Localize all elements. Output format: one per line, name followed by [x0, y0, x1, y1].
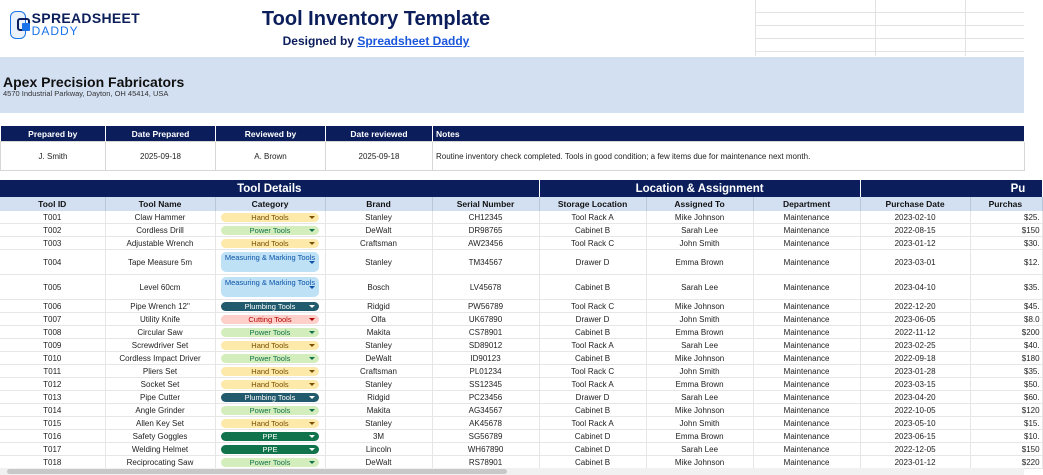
date-reviewed-cell[interactable]: 2025-09-18	[326, 142, 433, 171]
department-cell[interactable]: Maintenance	[753, 250, 860, 275]
category-label: Power Tools	[249, 353, 291, 363]
purchase-date-cell[interactable]: 2022-12-20	[860, 300, 970, 313]
dropdown-arrow-icon[interactable]	[309, 461, 315, 464]
purchase-date-cell[interactable]: 2023-01-28	[860, 365, 970, 378]
serial-number-cell[interactable]: AK45678	[432, 417, 539, 430]
category-cell[interactable]	[215, 237, 325, 250]
tool-name-cell[interactable]: Cordless Drill	[105, 224, 215, 237]
dropdown-arrow-icon[interactable]	[309, 242, 315, 245]
storage-location-cell[interactable]: Tool Rack A	[539, 211, 646, 224]
department-cell[interactable]: Maintenance	[753, 430, 860, 443]
category-cell[interactable]	[215, 250, 325, 275]
serial-number-cell[interactable]: DR98765	[432, 224, 539, 237]
tool-id-cell[interactable]: T011	[0, 365, 105, 378]
category-dropdown[interactable]	[221, 315, 319, 324]
category-dropdown[interactable]	[221, 367, 319, 376]
category-cell[interactable]	[215, 352, 325, 365]
table-row	[0, 365, 1042, 378]
category-cell[interactable]	[215, 313, 325, 326]
purchase-date-cell[interactable]: 2023-02-10	[860, 211, 970, 224]
brand-cell[interactable]: Ridgid	[325, 300, 432, 313]
category-label: Power Tools	[249, 225, 291, 235]
category-label: Power Tools	[249, 457, 291, 467]
department-cell[interactable]: Maintenance	[753, 365, 860, 378]
category-label: Hand Tools	[251, 340, 289, 350]
category-cell[interactable]	[215, 404, 325, 417]
purchase-date-cell[interactable]: 2022-11-12	[860, 326, 970, 339]
category-dropdown[interactable]	[221, 341, 319, 350]
category-cell[interactable]	[215, 339, 325, 352]
col-tool-name[interactable]: Tool Name	[105, 197, 215, 211]
tool-id-cell[interactable]: T017	[0, 443, 105, 456]
col-storage-location[interactable]: Storage Location	[539, 197, 646, 211]
company-address: 4570 Industrial Parkway, Dayton, OH 45414, USA	[3, 89, 169, 98]
purchase-price-cell[interactable]: $220	[970, 456, 1042, 469]
purchase-price-cell[interactable]: $150	[970, 443, 1042, 456]
department-cell[interactable]: Maintenance	[753, 404, 860, 417]
brand-cell[interactable]: Stanley	[325, 378, 432, 391]
dropdown-arrow-icon[interactable]	[309, 331, 315, 334]
purchase-price-cell[interactable]: $35.	[970, 275, 1042, 300]
company-banner	[0, 57, 1024, 113]
assigned-to-cell[interactable]: Mike Johnson	[646, 211, 753, 224]
prepared-by-header: Prepared by	[1, 126, 106, 142]
department-cell[interactable]: Maintenance	[753, 224, 860, 237]
tool-name-cell[interactable]: Cordless Impact Driver	[105, 352, 215, 365]
tool-name-cell[interactable]: Adjustable Wrench	[105, 237, 215, 250]
serial-number-cell[interactable]: SG56789	[432, 430, 539, 443]
tool-id-cell[interactable]: T013	[0, 391, 105, 404]
purchase-price-cell[interactable]: $12.	[970, 250, 1042, 275]
table-row	[0, 313, 1042, 326]
col-category[interactable]: Category	[215, 197, 325, 211]
department-cell[interactable]: Maintenance	[753, 443, 860, 456]
brand-cell[interactable]: DeWalt	[325, 456, 432, 469]
table-row	[0, 250, 1042, 275]
serial-number-cell[interactable]: PW56789	[432, 300, 539, 313]
dropdown-arrow-icon[interactable]	[309, 370, 315, 373]
purchase-date-cell[interactable]: 2023-04-20	[860, 391, 970, 404]
company-name: Apex Precision Fabricators	[3, 74, 185, 90]
purchase-price-cell[interactable]: $50.	[970, 378, 1042, 391]
tool-name-cell[interactable]: Welding Helmet	[105, 443, 215, 456]
date-reviewed-header: Date reviewed	[326, 126, 433, 142]
department-cell[interactable]: Maintenance	[753, 237, 860, 250]
dropdown-arrow-icon[interactable]	[309, 448, 315, 451]
dropdown-arrow-icon[interactable]	[309, 357, 315, 360]
purchase-date-cell[interactable]: 2022-12-05	[860, 443, 970, 456]
category-dropdown[interactable]	[221, 393, 319, 402]
tool-name-cell[interactable]: Circular Saw	[105, 326, 215, 339]
serial-number-cell[interactable]: UK67890	[432, 313, 539, 326]
category-cell[interactable]	[215, 417, 325, 430]
category-label: Hand Tools	[251, 366, 289, 376]
purchase-date-cell[interactable]: 2023-06-05	[860, 313, 970, 326]
purchase-date-cell[interactable]: 2022-09-18	[860, 352, 970, 365]
group-location-assignment: Location & Assignment	[539, 180, 860, 197]
serial-number-cell[interactable]: SS12345	[432, 378, 539, 391]
category-cell[interactable]	[215, 430, 325, 443]
serial-number-cell[interactable]: PC23456	[432, 391, 539, 404]
storage-location-cell[interactable]: Cabinet B	[539, 224, 646, 237]
table-row	[0, 237, 1042, 250]
category-cell[interactable]	[215, 326, 325, 339]
tool-id-cell[interactable]: T003	[0, 237, 105, 250]
spreadsheet-daddy-logo[interactable]	[10, 8, 140, 42]
report-info-table	[0, 126, 1025, 171]
purchase-price-cell[interactable]: $60.	[970, 391, 1042, 404]
col-tool-id[interactable]: Tool ID	[0, 197, 105, 211]
tool-name-cell[interactable]: Tape Measure 5m	[105, 250, 215, 275]
tool-name-cell[interactable]: Level 60cm	[105, 275, 215, 300]
brand-cell[interactable]: DeWalt	[325, 224, 432, 237]
assigned-to-cell[interactable]: Emma Brown	[646, 326, 753, 339]
category-cell[interactable]	[215, 378, 325, 391]
purchase-price-cell[interactable]: $35.	[970, 365, 1042, 378]
category-label: Cutting Tools	[248, 314, 292, 324]
storage-location-cell[interactable]: Cabinet B	[539, 326, 646, 339]
category-dropdown[interactable]	[221, 380, 319, 389]
table-row	[0, 211, 1042, 224]
purchase-price-cell[interactable]: $30.	[970, 237, 1042, 250]
dropdown-arrow-icon[interactable]	[309, 422, 315, 425]
brand-cell[interactable]: Ridgid	[325, 391, 432, 404]
inventory-table	[0, 180, 1043, 469]
category-label: Hand Tools	[251, 379, 289, 389]
col-brand[interactable]: Brand	[325, 197, 432, 211]
department-cell[interactable]: Maintenance	[753, 378, 860, 391]
dropdown-arrow-icon[interactable]	[309, 409, 315, 412]
table-row	[0, 378, 1042, 391]
department-cell[interactable]: Maintenance	[753, 456, 860, 469]
brand-cell[interactable]: 3M	[325, 430, 432, 443]
brand-cell[interactable]: Stanley	[325, 339, 432, 352]
assigned-to-cell[interactable]: Sarah Lee	[646, 443, 753, 456]
horizontal-scrollbar[interactable]	[0, 468, 1024, 475]
dropdown-arrow-icon[interactable]	[309, 286, 315, 289]
notes-cell[interactable]: Routine inventory check completed. Tools in good condition; a few items due for maintenance next month.	[433, 142, 1025, 171]
dropdown-arrow-icon[interactable]	[309, 229, 315, 232]
brand-cell[interactable]: Lincoln	[325, 443, 432, 456]
storage-location-cell[interactable]: Cabinet B	[539, 352, 646, 365]
storage-location-cell[interactable]: Drawer D	[539, 250, 646, 275]
category-dropdown[interactable]	[221, 226, 319, 235]
category-dropdown[interactable]	[221, 252, 319, 272]
brand-cell[interactable]: DeWalt	[325, 352, 432, 365]
tool-name-cell[interactable]: Pipe Cutter	[105, 391, 215, 404]
table-row	[0, 443, 1042, 456]
col-purchase-price[interactable]: Purchas	[970, 197, 1042, 211]
assigned-to-cell[interactable]: Emma Brown	[646, 250, 753, 275]
serial-number-cell[interactable]: RS78901	[432, 456, 539, 469]
assigned-to-cell[interactable]: Sarah Lee	[646, 391, 753, 404]
serial-number-cell[interactable]: SD89012	[432, 339, 539, 352]
category-cell[interactable]	[215, 443, 325, 456]
purchase-price-cell[interactable]: $200	[970, 326, 1042, 339]
assigned-to-cell[interactable]: Sarah Lee	[646, 275, 753, 300]
category-cell[interactable]	[215, 300, 325, 313]
serial-number-cell[interactable]: LV45678	[432, 275, 539, 300]
spreadsheet-daddy-link[interactable]: Spreadsheet Daddy	[357, 34, 470, 48]
assigned-to-cell[interactable]: Emma Brown	[646, 430, 753, 443]
purchase-date-cell[interactable]: 2023-02-25	[860, 339, 970, 352]
serial-number-cell[interactable]: PL01234	[432, 365, 539, 378]
tool-name-cell[interactable]: Socket Set	[105, 378, 215, 391]
tool-id-cell[interactable]: T012	[0, 378, 105, 391]
department-cell[interactable]: Maintenance	[753, 417, 860, 430]
assigned-to-cell[interactable]: Mike Johnson	[646, 300, 753, 313]
storage-location-cell[interactable]: Tool Rack C	[539, 237, 646, 250]
category-dropdown[interactable]	[221, 406, 319, 415]
brand-cell[interactable]: Olfa	[325, 313, 432, 326]
assigned-to-cell[interactable]: Sarah Lee	[646, 224, 753, 237]
group-purchase: Pu	[860, 180, 1042, 197]
purchase-price-cell[interactable]: $180	[970, 352, 1042, 365]
page-title: Tool Inventory Template	[261, 8, 491, 30]
category-cell[interactable]	[215, 224, 325, 237]
category-label: Power Tools	[249, 405, 291, 415]
tool-id-cell[interactable]: T005	[0, 275, 105, 300]
reviewed-by-cell[interactable]: A. Brown	[216, 142, 326, 171]
category-dropdown[interactable]	[221, 419, 319, 428]
assigned-to-cell[interactable]: John Smith	[646, 313, 753, 326]
purchase-price-cell[interactable]: $8.0	[970, 313, 1042, 326]
storage-location-cell[interactable]: Tool Rack C	[539, 300, 646, 313]
storage-location-cell[interactable]: Cabinet D	[539, 430, 646, 443]
category-dropdown[interactable]	[221, 432, 319, 441]
tool-id-cell[interactable]: T010	[0, 352, 105, 365]
dropdown-arrow-icon[interactable]	[309, 383, 315, 386]
storage-location-cell[interactable]: Cabinet B	[539, 404, 646, 417]
department-cell[interactable]: Maintenance	[753, 339, 860, 352]
category-label: Hand Tools	[251, 238, 289, 248]
purchase-date-cell[interactable]: 2023-01-12	[860, 237, 970, 250]
storage-location-cell[interactable]: Cabinet B	[539, 456, 646, 469]
category-label: PPE	[262, 431, 278, 441]
category-dropdown[interactable]	[221, 354, 319, 363]
tool-name-cell[interactable]: Allen Key Set	[105, 417, 215, 430]
table-row	[0, 430, 1042, 443]
serial-number-cell[interactable]: TM34567	[432, 250, 539, 275]
prepared-by-cell[interactable]: J. Smith	[1, 142, 106, 171]
dropdown-arrow-icon[interactable]	[309, 261, 315, 264]
dropdown-arrow-icon[interactable]	[309, 318, 315, 321]
category-label: Plumbing Tools	[244, 301, 296, 311]
purchase-price-cell[interactable]: $40.	[970, 339, 1042, 352]
storage-location-cell[interactable]: Cabinet D	[539, 443, 646, 456]
assigned-to-cell[interactable]: Sarah Lee	[646, 339, 753, 352]
table-row	[0, 456, 1042, 469]
tool-name-cell[interactable]: Screwdriver Set	[105, 339, 215, 352]
dropdown-arrow-icon[interactable]	[309, 305, 315, 308]
purchase-price-cell[interactable]: $45.	[970, 300, 1042, 313]
storage-location-cell[interactable]: Tool Rack C	[539, 365, 646, 378]
serial-number-cell[interactable]: AW23456	[432, 237, 539, 250]
notes-header: Notes	[433, 126, 1025, 142]
date-prepared-cell[interactable]: 2025-09-18	[106, 142, 216, 171]
dropdown-arrow-icon[interactable]	[309, 435, 315, 438]
purchase-price-cell[interactable]: $150	[970, 224, 1042, 237]
category-label: Power Tools	[249, 327, 291, 337]
tool-id-cell[interactable]: T006	[0, 300, 105, 313]
tool-id-cell[interactable]: T009	[0, 339, 105, 352]
category-cell[interactable]	[215, 211, 325, 224]
tool-name-cell[interactable]: Claw Hammer	[105, 211, 215, 224]
assigned-to-cell[interactable]: Mike Johnson	[646, 352, 753, 365]
serial-number-cell[interactable]: CH12345	[432, 211, 539, 224]
assigned-to-cell[interactable]: John Smith	[646, 417, 753, 430]
assigned-to-cell[interactable]: Mike Johnson	[646, 404, 753, 417]
category-label: Hand Tools	[251, 418, 289, 428]
tool-id-cell[interactable]: T016	[0, 430, 105, 443]
brand-cell[interactable]: Stanley	[325, 417, 432, 430]
table-row	[0, 352, 1042, 365]
category-cell[interactable]	[215, 365, 325, 378]
brand-cell[interactable]: Makita	[325, 326, 432, 339]
storage-location-cell[interactable]: Drawer D	[539, 391, 646, 404]
brand-cell[interactable]: Craftsman	[325, 237, 432, 250]
brand-cell[interactable]: Bosch	[325, 275, 432, 300]
table-row	[0, 339, 1042, 352]
category-dropdown[interactable]	[221, 302, 319, 311]
purchase-price-cell[interactable]: $25.	[970, 211, 1042, 224]
tool-name-cell[interactable]: Pipe Wrench 12"	[105, 300, 215, 313]
logo-text-top: SPREADSHEET	[31, 10, 140, 26]
tool-id-cell[interactable]: T004	[0, 250, 105, 275]
storage-location-cell[interactable]: Tool Rack A	[539, 378, 646, 391]
purchase-date-cell[interactable]: 2023-03-01	[860, 250, 970, 275]
category-dropdown[interactable]	[221, 213, 319, 222]
assigned-to-cell[interactable]: John Smith	[646, 237, 753, 250]
category-cell[interactable]	[215, 391, 325, 404]
storage-location-cell[interactable]: Drawer D	[539, 313, 646, 326]
storage-location-cell[interactable]: Cabinet B	[539, 275, 646, 300]
table-row	[0, 417, 1042, 430]
table-row	[0, 391, 1042, 404]
category-label: Hand Tools	[251, 212, 289, 222]
department-cell[interactable]: Maintenance	[753, 300, 860, 313]
category-dropdown[interactable]	[221, 328, 319, 337]
scrollbar-thumb[interactable]	[7, 469, 507, 474]
department-cell[interactable]: Maintenance	[753, 352, 860, 365]
assigned-to-cell[interactable]: Emma Brown	[646, 378, 753, 391]
department-cell[interactable]: Maintenance	[753, 326, 860, 339]
table-row	[0, 224, 1042, 237]
category-dropdown[interactable]	[221, 277, 319, 297]
department-cell[interactable]: Maintenance	[753, 211, 860, 224]
category-dropdown[interactable]	[221, 239, 319, 248]
brand-cell[interactable]: Craftsman	[325, 365, 432, 378]
tool-name-cell[interactable]: Safety Goggles	[105, 430, 215, 443]
brand-cell[interactable]: Stanley	[325, 250, 432, 275]
category-label: Plumbing Tools	[244, 392, 296, 402]
col-assigned-to[interactable]: Assigned To	[646, 197, 753, 211]
department-cell[interactable]: Maintenance	[753, 313, 860, 326]
category-dropdown[interactable]	[221, 458, 319, 467]
table-row	[0, 300, 1042, 313]
sheet-grid-lines	[755, 0, 1024, 56]
reviewed-by-header: Reviewed by	[216, 126, 326, 142]
serial-number-cell[interactable]: WH67890	[432, 443, 539, 456]
purchase-date-cell[interactable]: 2022-10-05	[860, 404, 970, 417]
category-label: PPE	[262, 444, 278, 454]
date-prepared-header: Date Prepared	[106, 126, 216, 142]
col-purchase-date[interactable]: Purchase Date	[860, 197, 970, 211]
storage-location-cell[interactable]: Tool Rack A	[539, 339, 646, 352]
purchase-price-cell[interactable]: $10.	[970, 430, 1042, 443]
col-department[interactable]: Department	[753, 197, 860, 211]
col-serial-number[interactable]: Serial Number	[432, 197, 539, 211]
purchase-date-cell[interactable]: 2023-04-10	[860, 275, 970, 300]
department-cell[interactable]: Maintenance	[753, 391, 860, 404]
purchase-date-cell[interactable]: 2023-03-15	[860, 378, 970, 391]
table-row	[0, 275, 1042, 300]
dropdown-arrow-icon[interactable]	[309, 396, 315, 399]
category-cell[interactable]	[215, 456, 325, 469]
brand-cell[interactable]: Stanley	[325, 211, 432, 224]
group-tool-details: Tool Details	[0, 180, 539, 197]
tool-id-cell[interactable]: T008	[0, 326, 105, 339]
serial-number-cell[interactable]: ID90123	[432, 352, 539, 365]
assigned-to-cell[interactable]: John Smith	[646, 365, 753, 378]
tool-name-cell[interactable]: Reciprocating Saw	[105, 456, 215, 469]
tool-id-cell[interactable]: T001	[0, 211, 105, 224]
serial-number-cell[interactable]: AG34567	[432, 404, 539, 417]
storage-location-cell[interactable]: Tool Rack A	[539, 417, 646, 430]
dropdown-arrow-icon[interactable]	[309, 216, 315, 219]
purchase-date-cell[interactable]: 2023-06-15	[860, 430, 970, 443]
category-dropdown[interactable]	[221, 445, 319, 454]
serial-number-cell[interactable]: CS78901	[432, 326, 539, 339]
logo-icon	[10, 11, 26, 39]
tool-id-cell[interactable]: T018	[0, 456, 105, 469]
category-label: Measuring & Marking Tools	[224, 253, 316, 262]
tool-name-cell[interactable]: Angle Grinder	[105, 404, 215, 417]
tool-name-cell[interactable]: Utility Knife	[105, 313, 215, 326]
tool-id-cell[interactable]: T002	[0, 224, 105, 237]
tool-name-cell[interactable]: Pliers Set	[105, 365, 215, 378]
table-row	[0, 404, 1042, 417]
brand-cell[interactable]: Makita	[325, 404, 432, 417]
dropdown-arrow-icon[interactable]	[309, 344, 315, 347]
subtitle-prefix: Designed by	[282, 34, 358, 48]
assigned-to-cell[interactable]: Mike Johnson	[646, 456, 753, 469]
logo-text-bottom: DADDY	[31, 24, 79, 38]
purchase-price-cell[interactable]: $120	[970, 404, 1042, 417]
table-row	[0, 326, 1042, 339]
purchase-date-cell[interactable]: 2023-05-10	[860, 417, 970, 430]
department-cell[interactable]: Maintenance	[753, 275, 860, 300]
purchase-price-cell[interactable]: $15.	[970, 417, 1042, 430]
tool-id-cell[interactable]: T007	[0, 313, 105, 326]
page-subtitle	[200, 34, 552, 48]
category-cell[interactable]	[215, 275, 325, 300]
purchase-date-cell[interactable]: 2022-08-15	[860, 224, 970, 237]
purchase-date-cell[interactable]: 2023-01-12	[860, 456, 970, 469]
tool-id-cell[interactable]: T015	[0, 417, 105, 430]
tool-id-cell[interactable]: T014	[0, 404, 105, 417]
category-label: Measuring & Marking Tools	[224, 278, 316, 287]
